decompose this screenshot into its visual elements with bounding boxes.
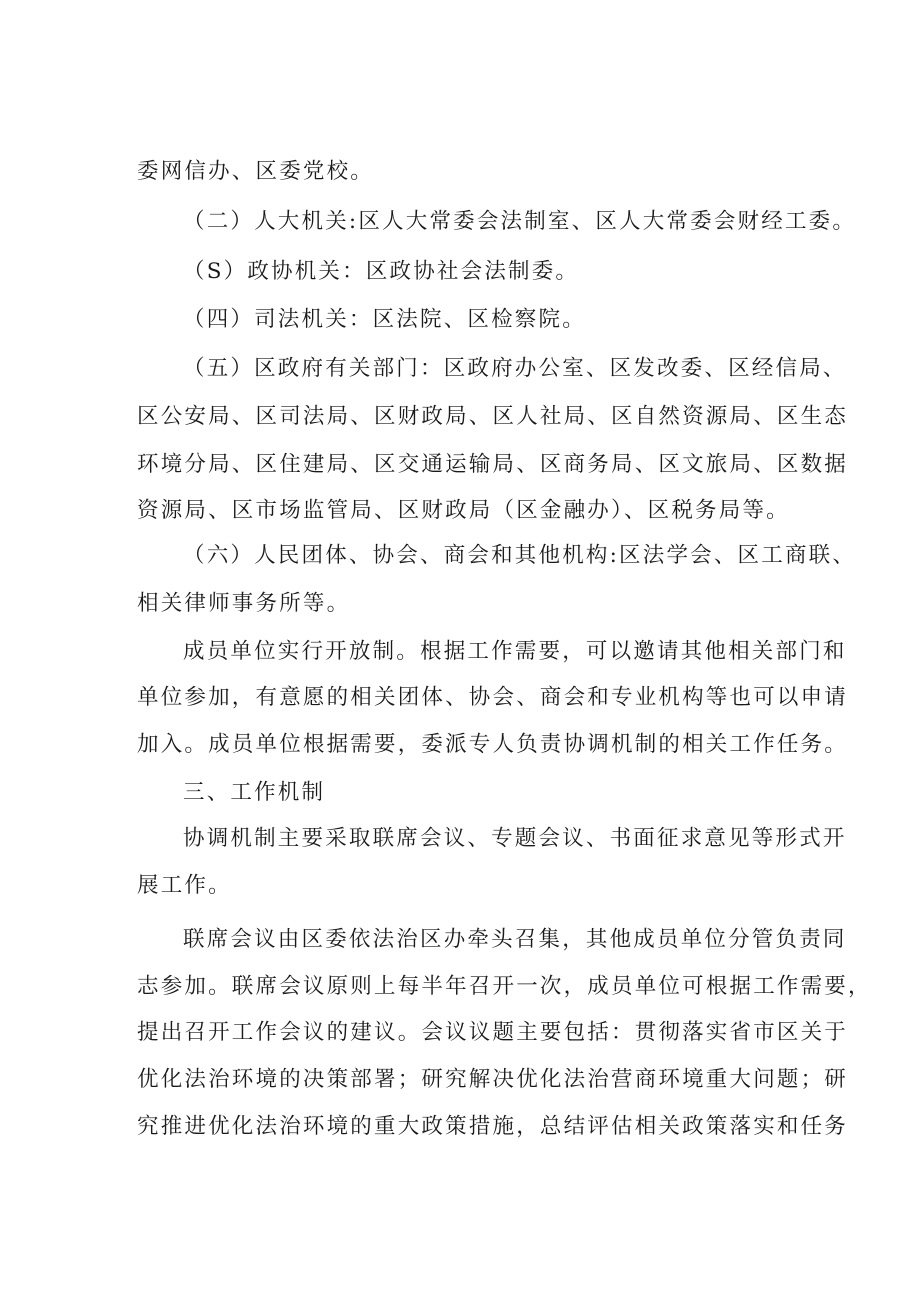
paragraph-start: 成员单位实行开放制。根据工作需要，可以邀请其他相关部门和: [183, 639, 847, 664]
section-heading-organizations: （六）人民团体、协会、商会和其他机构:区法学会、区工商联、: [183, 543, 857, 568]
section-title-work-mechanism: 三、工作机制: [183, 780, 326, 805]
text-line: 资源局、区市场监管局、区财政局（区金融办）、区税务局等。: [137, 498, 790, 523]
section-heading-judicial: （四）司法机关：区法院、区检察院。: [183, 307, 586, 332]
section-heading-cppcc: （S）政协机关：区政协社会法制委。: [183, 259, 580, 284]
text-line: 优化法治环境的决策部署；研究解决优化法治营商环境重大问题；研: [137, 1067, 849, 1092]
paragraph-start: 协调机制主要采取联席会议、专题会议、书面征求意见等形式开: [183, 826, 847, 851]
text-line: 区公安局、区司法局、区财政局、区人社局、区自然资源局、区生态: [137, 404, 849, 429]
section-heading-government-departments: （五）区政府有关部门：区政府办公室、区发改委、区经信局、: [183, 356, 847, 381]
text-line: 志参加。联席会议原则上每半年召开一次，成员单位可根据工作需要，: [137, 974, 872, 999]
text-line: 加入。成员单位根据需要，委派专人负责协调机制的相关工作任务。: [137, 732, 849, 757]
text-line: 展工作。: [137, 873, 232, 898]
text-line: 提出召开工作会议的建议。会议议题主要包括：贯彻落实省市区关于: [137, 1020, 849, 1045]
text-line: 委网信办、区委党校。: [137, 159, 375, 184]
paragraph-start: 联席会议由区委依法治区办牵头召集，其他成员单位分管负责同: [183, 927, 847, 952]
section-heading-people-congress: （二）人大机关:区人大常委会法制室、区人大常委会财经工委。: [183, 209, 857, 234]
text-line: 环境分局、区住建局、区交通运输局、区商务局、区文旅局、区数据: [137, 452, 849, 477]
text-line: 单位参加，有意愿的相关团体、协会、商会和专业机构等也可以申请: [137, 685, 849, 710]
text-line: 究推进优化法治环境的重大政策措施，总结评估相关政策落实和任务: [137, 1114, 849, 1139]
text-line: 相关律师事务所等。: [137, 591, 351, 616]
